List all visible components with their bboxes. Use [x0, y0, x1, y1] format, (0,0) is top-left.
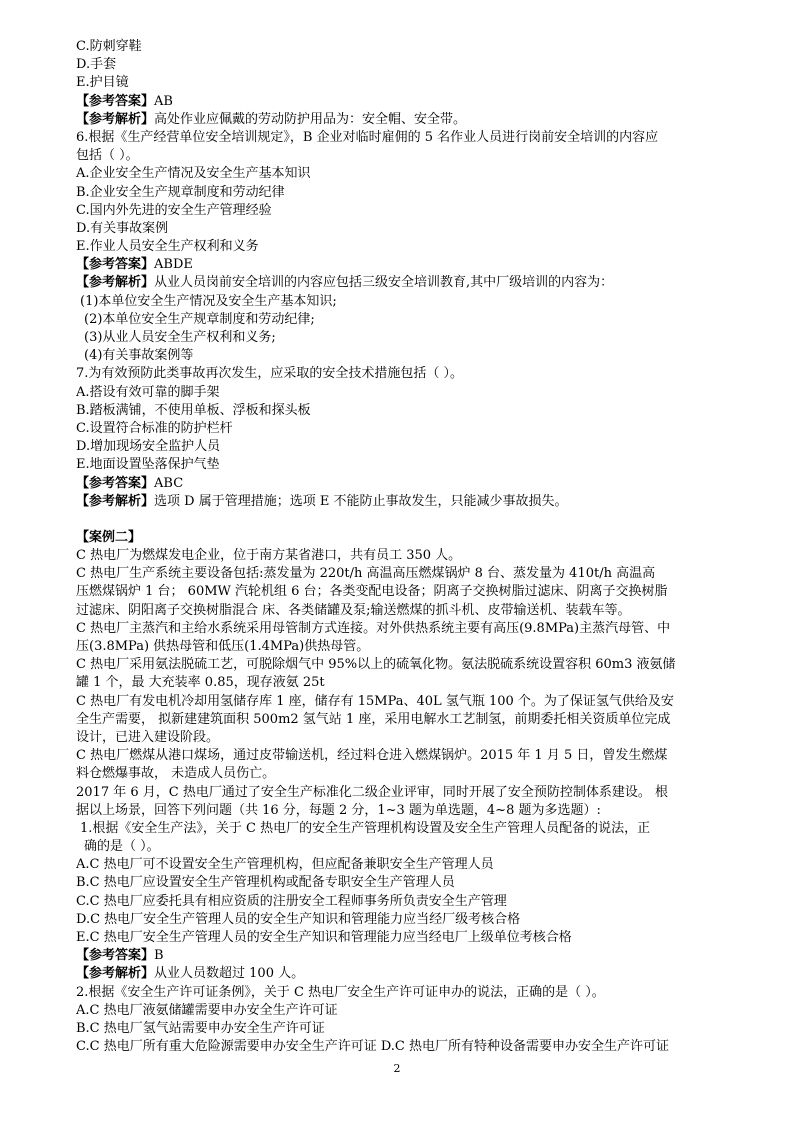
line-text: 7.为有效预防此类事故再次发生，应采取的安全技术措施包括（ ）。	[76, 366, 464, 382]
line-text: 选项 D 属于管理措施；选项 E 不能防止事故发生，只能减少事故损失。	[154, 493, 568, 509]
text-line	[76, 984, 716, 1002]
line-text: E.作业人员安全生产权利和义务	[76, 239, 259, 255]
text-line	[76, 765, 716, 783]
text-line	[76, 620, 716, 638]
section-gap	[76, 511, 716, 529]
text-line	[76, 1038, 716, 1056]
text-line	[76, 293, 716, 311]
text-line	[76, 420, 716, 438]
line-text: C 热电厂为燃煤发电企业，位于南方某省港口，共有员工 350 人。	[76, 548, 462, 564]
line-text: ABC	[154, 475, 184, 491]
line-text: C.C 热电厂应委托具有相应资质的注册安全工程师事务所负责安全生产管理	[76, 893, 507, 909]
line-text: 2.根据《安全生产许可证条例》，关于 C 热电厂安全生产许可证申办的说法，正确的是（ ）。	[76, 984, 605, 1000]
line-text: 从业人员岗前安全培训的内容应包括三级安全培训教育,其中厂级培训的内容为：	[154, 275, 614, 291]
text-line	[76, 238, 716, 256]
section-label: 【参考解析】	[76, 493, 155, 509]
label-line	[76, 965, 716, 983]
label-line	[76, 475, 716, 493]
text-line	[76, 747, 716, 765]
text-line	[76, 856, 716, 874]
line-text: C.国内外先进的安全生产管理经验	[76, 202, 272, 218]
text-line	[76, 820, 716, 838]
line-text: A.企业安全生产情况及安全生产基本知识	[76, 166, 311, 182]
text-line	[76, 911, 716, 929]
text-line	[76, 184, 716, 202]
line-text: C.防刺穿鞋	[76, 39, 142, 54]
line-text: (1)本单位安全生产情况及安全生产基本知识;	[80, 293, 337, 309]
section-label: 【参考解析】	[76, 966, 155, 982]
line-text: 料仓燃爆事故， 未造成人员伤亡。	[76, 766, 276, 782]
page-number: 2	[393, 1062, 401, 1075]
line-text: C 热电厂有发电机冷却用氢储存库 1 座，储存有 15MPa、40L 氢气瓶 100 个。为了保证氢气供给及安	[76, 693, 674, 709]
text-line	[76, 438, 716, 456]
line-text: C 热电厂采用氨法脱硫工艺，可脱除烟气中 95%以上的硫氧化物。氨法脱硫系统设置容积 60m3 液氨储	[76, 657, 676, 673]
text-line	[76, 1002, 716, 1020]
line-text: D.手套	[76, 57, 117, 73]
text-line	[76, 38, 716, 56]
label-line	[76, 529, 716, 547]
line-text: AB	[154, 93, 173, 109]
line-text: (3)从业人员安全生产权利和义务;	[84, 330, 276, 345]
line-text: 设计，已进入建设阶段。	[76, 729, 220, 745]
line-text: (2)本单位安全生产规章制度和劳动纪律;	[84, 311, 315, 327]
label-line	[76, 274, 716, 292]
text-line	[76, 602, 716, 620]
text-line	[76, 874, 716, 892]
line-text: A.搭设有效可靠的脚手架	[76, 384, 220, 400]
line-text: 1.根据《安全生产法》，关于 C 热电厂的安全生产管理机构设置及安全生产管理人员配备的说法，正	[80, 820, 651, 836]
text-line	[76, 165, 716, 183]
line-text: 压(3.8MPa) 供热母管和低压(1.4MPa)供热母管。	[76, 639, 370, 654]
section-label: 【参考答案】	[76, 948, 155, 964]
line-text: 2017 年 6 月，C 热电厂通过了安全生产标准化二级企业评审，同时开展了安全预防控制体系建设。 根	[76, 784, 668, 800]
line-text: A.C 热电厂液氨储罐需要申办安全生产许可证	[76, 1002, 338, 1018]
line-text: 高处作业应佩戴的劳动防护用品为：安全帽、安全带。	[154, 111, 467, 127]
line-text: E.C 热电厂安全生产管理人员的安全生产知识和管理能力应当经电厂上级单位考核合格	[76, 930, 572, 945]
text-line	[76, 202, 716, 220]
line-text: 确的是（ ）。	[84, 839, 160, 855]
line-text: C.设置符合标准的防护栏杆	[76, 420, 233, 436]
text-line	[76, 802, 716, 820]
line-text: C.C 热电厂所有重大危险源需要申办安全生产许可证 D.C 热电厂所有特种设备需要申办安全生产许可证	[76, 1039, 669, 1055]
text-line	[76, 129, 716, 147]
line-text: ABDE	[154, 257, 193, 273]
text-line	[76, 329, 716, 347]
line-text: 全生产需要， 拟新建建筑面积 500m2 氢气站 1 座，采用电解水工艺制氢，前期委托相关资质单位完成	[76, 711, 671, 727]
document-page	[76, 38, 716, 1056]
previous-case-answers	[76, 38, 716, 511]
text-line	[76, 147, 716, 165]
text-line	[76, 220, 716, 238]
text-line	[76, 456, 716, 474]
line-text: C 热电厂燃煤从港口煤场，通过皮带输送机，经过料仓进入燃煤锅炉。2015 年 1 月 5 日，曾发生燃煤	[76, 748, 668, 764]
section-label: 【参考解析】	[76, 275, 155, 291]
line-text: (4)有关事故案例等	[84, 348, 194, 364]
text-line	[76, 638, 716, 656]
text-line	[76, 674, 716, 692]
text-line	[76, 693, 716, 711]
text-line	[76, 784, 716, 802]
label-line	[76, 256, 716, 274]
text-line	[76, 729, 716, 747]
label-line	[76, 111, 716, 129]
section-label: 【案例二】	[76, 529, 142, 545]
section-label: 【参考答案】	[76, 475, 155, 491]
case-two-section	[76, 529, 716, 1056]
line-text: B.踏板满铺，不使用单板、浮板和探头板	[76, 402, 311, 418]
line-text: C 热电厂生产系统主要设备包括:蒸发量为 220t/h 高温高压燃煤锅炉 8 台、蒸发量为 410t/h 高温高	[76, 566, 656, 582]
line-text: B	[154, 948, 164, 964]
line-text: E.护目镜	[76, 75, 129, 91]
text-line	[76, 656, 716, 674]
line-text: E.地面设置坠落保护气垫	[76, 457, 220, 473]
line-text: D.增加现场安全监护人员	[76, 439, 221, 455]
line-text: 压燃煤锅炉 1 台； 60MW 汽轮机组 6 台；各类变配电设备；阴离子交换树脂过滤床、阴离子交换树脂	[76, 584, 668, 600]
line-text: B.企业安全生产规章制度和劳动纪律	[76, 184, 285, 200]
text-line	[76, 893, 716, 911]
label-line	[76, 493, 716, 511]
line-text: 包括（ ）。	[76, 148, 139, 164]
text-line	[76, 74, 716, 92]
line-text: A.C 热电厂可不设置安全生产管理机构，但应配备兼职安全生产管理人员	[76, 857, 494, 873]
text-line	[76, 311, 716, 329]
line-text: B.C 热电厂应设置安全生产管理机构或配备专职安全生产管理人员	[76, 875, 455, 891]
text-line	[76, 583, 716, 601]
line-text: 从业人员数超过 100 人。	[154, 966, 305, 982]
line-text: C 热电厂主蒸汽和主给水系统采用母管制方式连接。对外供热系统主要有高压(9.8MPa)主蒸汽母管、中	[76, 620, 671, 636]
text-line	[76, 56, 716, 74]
text-line	[76, 384, 716, 402]
text-line	[76, 711, 716, 729]
label-line	[76, 93, 716, 111]
text-line	[76, 565, 716, 583]
line-text: 过滤床、阴阳离子交换树脂混合 床、各类储罐及泵;输送燃煤的抓斗机、皮带输送机、装载车等。	[76, 602, 631, 618]
text-line	[76, 365, 716, 383]
text-line	[76, 402, 716, 420]
section-label: 【参考答案】	[76, 93, 155, 109]
text-line	[76, 347, 716, 365]
line-text: D.C 热电厂安全生产管理人员的安全生产知识和管理能力应当经厂级考核合格	[76, 911, 521, 927]
line-text: 罐 1 个，最 大充装率 0.85，现存液氨 25t	[76, 675, 325, 691]
line-text: D.有关事故案例	[76, 220, 169, 236]
text-line	[76, 547, 716, 565]
section-label: 【参考答案】	[76, 257, 155, 273]
line-text: B.C 热电厂氢气站需要申办安全生产许可证	[76, 1020, 325, 1036]
line-text: 据以上场景，回答下列问题（共 16 分，每题 2 分，1~3 题为单选题，4~8 题为多选题）:	[76, 802, 601, 818]
text-line	[76, 929, 716, 947]
text-line	[76, 1020, 716, 1038]
section-label: 【参考解析】	[76, 111, 155, 127]
line-text: 6.根据《生产经营单位安全培训规定》，B 企业对临时雇佣的 5 名作业人员进行岗前安全培训的内容应	[76, 129, 659, 145]
text-line	[76, 838, 716, 856]
label-line	[76, 947, 716, 965]
